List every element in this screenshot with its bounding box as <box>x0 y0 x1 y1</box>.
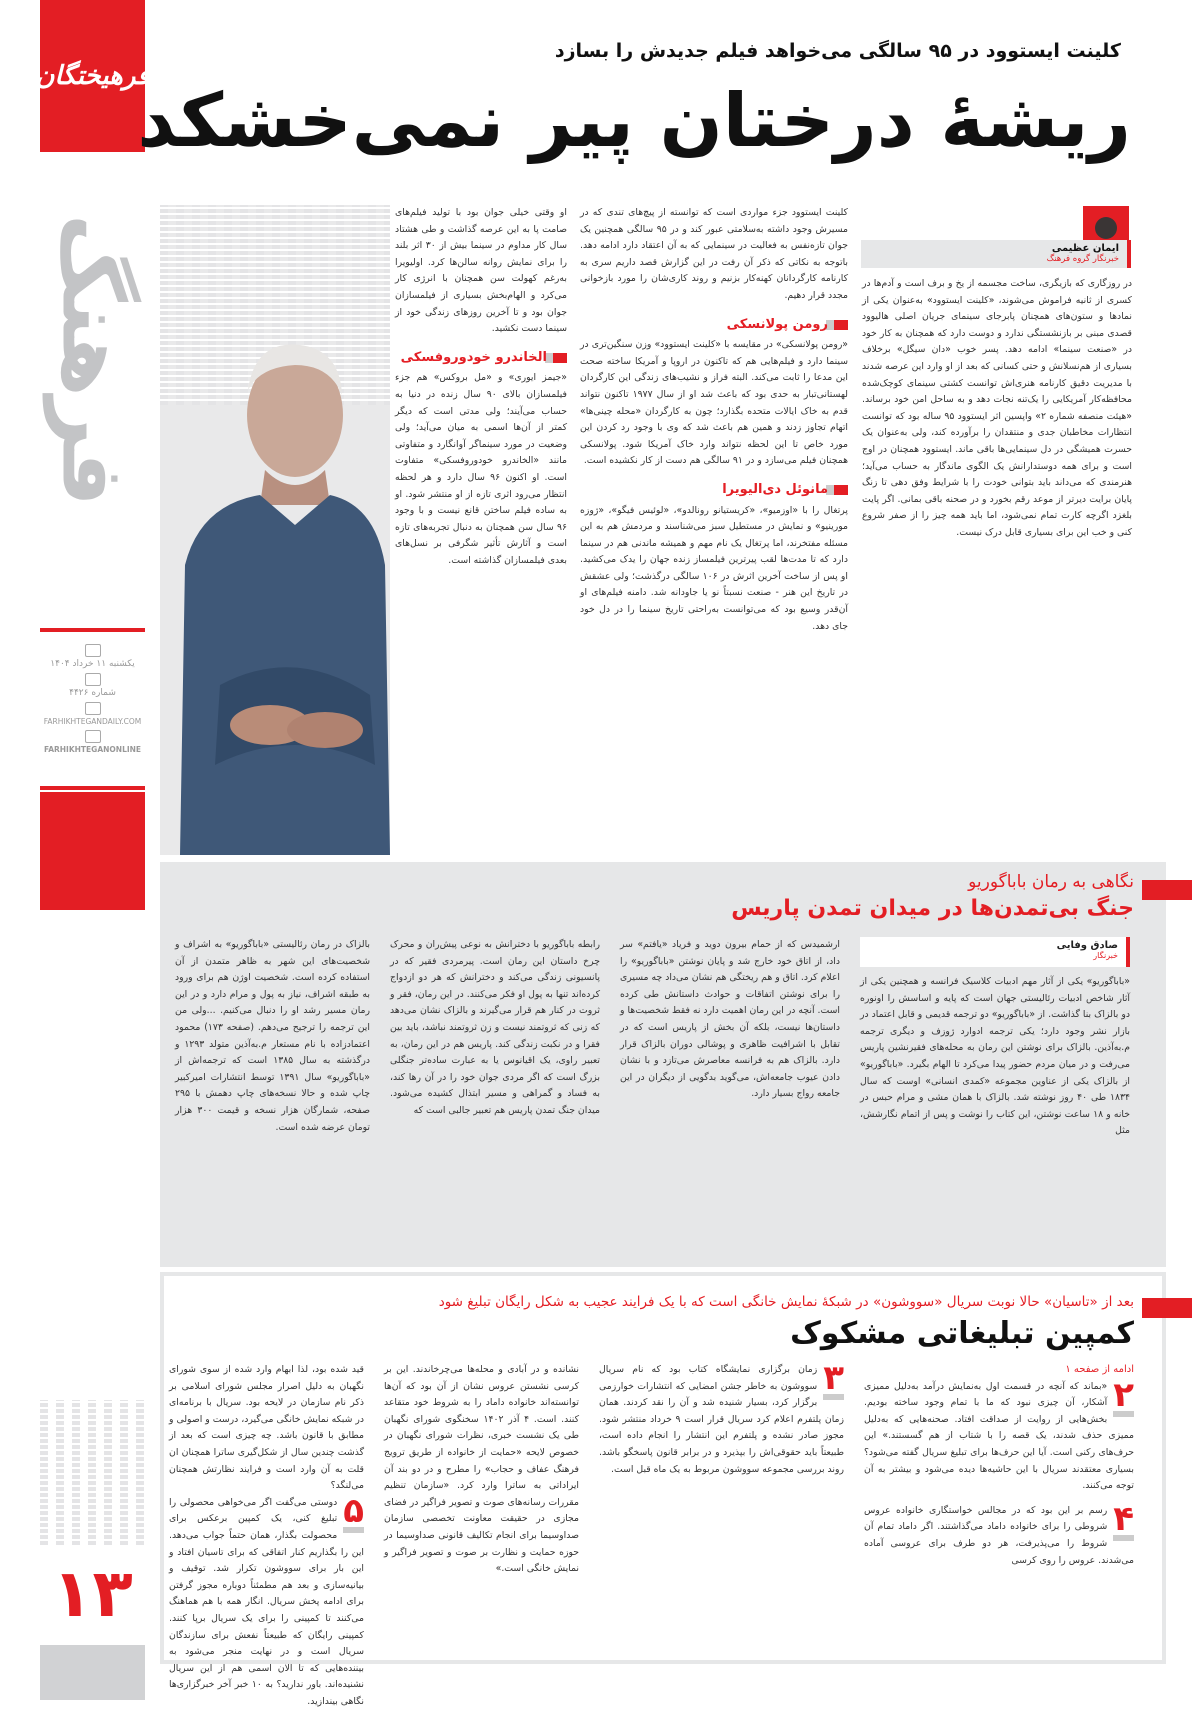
author-role: خبرنگار <box>1093 951 1118 960</box>
subheading-text: الخاندرو خودوروفسکی <box>400 349 547 365</box>
sovashun-column-2 <box>599 1358 844 1657</box>
lead-headline: ریشهٔ درختان پیر نمی‌خشکد <box>137 78 1131 164</box>
lead-column-3 <box>395 205 567 855</box>
page-number: ۱۳ <box>52 1555 133 1632</box>
paragraph: او وقتی خیلی جوان بود با تولید فیلم‌های صامت پا به این عرصه گذاشت و طی هشتاد سال کار مداوم در سینما بیش از ۳۰ اثر بلند را برای نمایش روانه سالن‌ها کرد. اولیویرا به‌رغم کهولت سن همچنان با انرژی کار می‌کرد و الهام‌بخش بسیاری از فیلمسازان جوان بود و تا آخرین روزهای زندگی خود از سینما دست نکشید. <box>395 207 568 335</box>
point-number: ۴ <box>1113 1498 1134 1539</box>
paragraph: زمان برگزاری نمایشگاه کتاب بود که نام سریال سووشون به خاطر جشن امضایی که انتشارات خوارزمی برگزار کرد، بسیار شنیده شد و آن را نقد کردند. همان زمان پلتفرم اعلام کرد سریال قرار است ۹ خرداد منتشر شود. مجوز صادر نشده و پلتفرم این انتشار را انجام داده است، طبیعتاً باید حقوقی‌اش را بپذیرد و در برابر قانون پاسخگو باشد. روند بررسی مجموعه سووشون مربوط به یک ماه قبل است. <box>599 1364 844 1475</box>
calendar-icon <box>85 644 101 657</box>
balzac-column-2: ارشمیدس که از حمام بیرون دوید و فریاد «یافتم» سر داد، از اتاق خود خارج شد و پایان نوشتن «باباگوریو» را اعلام کرد. اتاق و هم ریختگی هم نشان می‌داد چه مسیری را برای نوشتن اتفاقات و حوادث داستانش طی کرده است. آنچه در این رمان اهمیت دارد نه فقط شخصیت‌ها و داستان‌ها نیست، بلکه آن بخش از پاریس است که در تقابل با اشرافیت ظاهری و پوشالی دوران بالزاک قرار دارد. بالزاک هم به فرانسه معاصرش می‌تازد و با نشان دادن عیوب جامعه‌اش، می‌گوید بدگویی از دیگران در این جامعه رواج بسیار دارد. <box>620 939 840 1100</box>
balzac-byline <box>860 937 1130 967</box>
clint-eastwood-photo <box>160 205 390 855</box>
paragraph: «جیمز ایوری» و «مل بروکس» هم جزء فیلمسازان بالای ۹۰ سال زنده در دنیا به حساب می‌آیند؛ ولی مدتی است که دیگر کمتر از آن‌ها اسمی به میان می‌آید؛ ولی وضعیت در مورد سینماگر آوانگارد و متفاوتی مانند «الخاندرو خودوروفسکی» متفاوت است. او اکنون ۹۶ سال دارد و هر لحظه انتظار می‌رود اثری تازه از او منتشر شود. او به ساده فیلم ساختن قانع نیست و با وجود ۹۶ سال سن همچنان به دنبال تجربه‌های تازه است و آثارش تأثیر شگرفی بر نسل‌های بعدی فیلمسازان گذاشته است. <box>395 372 567 566</box>
subheading-text: مانوئل دی‌الیویرا <box>722 481 828 497</box>
lead-column-2 <box>580 205 848 855</box>
social-handle: FARHIKHTEGANONLINE <box>43 745 142 754</box>
subheading <box>395 350 567 367</box>
issue-number-icon <box>85 673 101 686</box>
section-tag-marker <box>1142 1298 1192 1318</box>
website-icon <box>85 702 101 715</box>
newspaper-logo <box>35 0 150 152</box>
divider <box>40 786 145 790</box>
subheading <box>580 317 848 334</box>
paragraph: پرتغال را با «اوزمیو»، «کریستیانو رونالدو»، «لوئیس فیگو»، «ژوزه مورینیو» و نمایش در مستطیل سبز می‌شناسند و مردمش هم به این مسئله مفتخرند، اما پرتغال یک نام مهم و همیشه ماندنی هم در سینما دارد که تا مدت‌ها لقب پیرترین فیلمساز زنده جهان را یدک می‌کشید. او پس از ساخت آخرین اثرش در ۱۰۶ سالگی درگذشت؛ ولی عشقش در تاریخ این هنر - صنعت نسبتاً نو یا جاودانه شد. دامنه فیلم‌های او آن‌قدر وسیع بود که می‌توانست به‌راحتی تاریخ سینما را در دل خود جای دهد. <box>580 504 848 632</box>
paragraph: رسم بر این بود که در مجالس خواستگاری خانواده عروس شروطی را برای خانواده داماد می‌گذاشتند. اگر داماد تمام آن شروط را می‌پذیرفت، هر دو طرف برای عروسی آماده می‌شدند. عروس را روی کرسی <box>864 1504 1134 1566</box>
point-number: ۲ <box>1113 1374 1134 1415</box>
issue-number: شماره ۴۴۲۶ <box>69 688 116 698</box>
paragraph: «بماند که آنچه در قسمت اول به‌نمایش درآمد به‌دلیل ممیزی آشکار، آن چیزی نبود که ما با تمام وجود ساخته بودیم. بخش‌هایی از روایت از صداقت افتاد. صحنه‌هایی که به‌دلیل ممیزی حذف شدند، یک قصه را با شتاب از هم گسستند.» این حرف‌های رکنی است. آیا این حرف‌ها برای تبلیغ سریال گفته می‌شود؟ بسیاری معتقدند سریال با این حاشیه‌ها دیده می‌شود و بیشتر به آن توجه می‌کنند. <box>864 1380 1134 1492</box>
lead-byline <box>861 240 1131 268</box>
social-icon <box>85 730 101 743</box>
lead-column-1: در روزگاری که بازیگری، ساخت مجسمه از یخ و برف است و آدم‌ها در کسری از ثانیه فراموش می‌شوند، «کلینت ایستوود» به‌عنوان یکی از نمادها و ستون‌های همچنان پابرجای سینمای جریان اصلی هالیوود قصدی مبنی بر بازنشستگی ندارد و دوست دارد که همچنان به کار خود در «صنعت سینما» ادامه دهد. پسر خوب «دان سیگل» برخلاف بسیاری از هم‌نسلانش و حتی کسانی که بعد از او وارد این عرصه شدند با مدیریت دقیق کارنامه هنری‌اش توانست کشتی سینمای کوچک‌شده محافظه‌کار آمریکایی را یک‌تنه نجات دهد و به ساحل امن خود برساند. «هیئت منصفه شماره ۲» واپسین اثر ایستوود ۹۵ ساله بود که توانست انتظارات مخاطبان جدی و منتقدان را برآورده کند، ولی به‌عنوان یک حسرت همیشگی در دل سینمایی‌ها باقی ماند. ایستوود همچنان در اوج است و برای همه دوستدارانش یک الگوی ماندگار به حساب می‌آید؛ هنرمندی که می‌داند باید بتوانی خودت را با شرایط وفق دهی تا زنگ پایان برایت دیرتر از موعد رقم بخورد و در صحنه باقی بمانی. اگر پایت بلغزد اگرچه کارت تمام نمی‌شود، اما باید همه چیز را از صفر شروع کنی و خب این برای بسیاری قابل درک نیست. <box>862 278 1132 538</box>
author-role: خبرنگار گروه فرهنگ <box>1046 254 1119 264</box>
issue-meta <box>40 640 145 754</box>
subhead-marker-icon <box>834 485 848 495</box>
author-name: صادق وفایی <box>1056 940 1118 951</box>
paragraph: کلینت ایستوود جزء مواردی است که توانسته از پیچ‌های تندی که در مسیرش وجود داشته به‌سلامتی عبور کند و در ۹۵ سالگی همچنین یک جوان تازه‌نفس به فعالیت در سینمایی که به آن اعتقاد دارد ادامه دهد. باتوجه به نکاتی که ذکر آن رفت در این گزارش قصد داریم سری به کارنامه کارگردانان کهنه‌کار بزنیم و روند کاری‌شان را مورد بازخوانی مجدد قرار دهیم. <box>580 207 848 301</box>
subheading-text: رومن پولانسکی <box>726 316 828 332</box>
lead-kicker: کلینت ایستوود در ۹۵ سالگی می‌خواهد فیلم جدیدش را بسازد <box>554 40 1121 62</box>
subhead-marker-icon <box>553 353 567 363</box>
website-link[interactable]: FARHIKHTEGANDAILY.COM <box>43 717 142 726</box>
point-number: ۳ <box>823 1358 844 1398</box>
stripe-pattern <box>40 1400 145 1545</box>
sovashun-column-3: نشانده و در آبادی و محله‌ها می‌چرخاندند. این بر کرسی نشستن عروس نشان از آن بود که آن‌ها توانسته‌اند خانواده داماد را به شروط خود متقاعد کنند. است. ۴ آذر ۱۴۰۲ سخنگوی شورای نگهبان طی یک نشست خبری، نظرات شورای نگهبان در خصوص لایحه «حمایت از خانواده از طریق ترویج فرهنگ عفاف و حجاب» را مطرح و در دو بند آن ایراداتی به ساترا وارد کرد. «سازمان تنظیم مقررات رسانه‌های صوت و تصویر فراگیر در فضای مجازی در حقیقت معاونت تخصصی سازمان صداوسیما برای انجام تکالیف قانونی صداوسیما در حوزه حمایت و نظارت بر صوت و تصویر فراگیر و نمایش خانگی است.» <box>384 1364 579 1575</box>
point-number: ۵ <box>343 1490 364 1531</box>
issue-date: یکشنبه ۱۱ خرداد ۱۴۰۴ <box>50 659 135 669</box>
balzac-column-4: بالزاک در رمان رئالیستی «باباگوریو» به اشراف و شخصیت‌های این شهر به ظاهر متمدن از آن استفاده کرده است. شخصیت اوژن هم برای ورود به طبقه اشراف، نیاز به پول و مرام دارد و در این رمان مسیر رشد او را دنبال می‌کنیم. ...ولی من این ترجمه را ترجیح می‌دهم. (صفحه ۱۷۳) محمود اعتمادزاده با نام مستعار م.به‌آذین متولد ۱۲۹۳ و درگذشته به سال ۱۳۸۵ است که ترجمه‌اش از «باباگوریو» سال ۱۳۹۱ توسط انتشارات امیرکبیر چاپ شده و حالا نسخه‌های چاپ دهمش با ۲۹۵ صفحه، شمارگان هزار نسخه و قیمت ۳۰۰ هزار تومان عرضه شده است. <box>175 939 370 1133</box>
divider <box>40 628 145 632</box>
sovashun-column-1 <box>864 1362 1134 1657</box>
paragraph: قید شده بود، لذا ابهام وارد شده از سوی شورای نگهبان به دلیل اصرار مجلس شورای اسلامی بر ذکر نام سازمان در لایحه بود. سریال با برنامه‌ای در شبکه نمایش خانگی می‌گیرد، درست و اصولی و مطابق با قانون باشد. چه چیزی است که بعد از گذشت چندین سال از شکل‌گیری ساترا همچنان ان قلت به آن وارد است و فرایند نظارتش همچنان می‌لنگد؟ <box>169 1364 364 1492</box>
balzac-column-1: «باباگوریو» یکی از آثار مهم ادبیات کلاسیک فرانسه و همچنین یکی از آثار شاخص ادبیات رئالیستی جهان است که پایه و اساسش را اونوره دو بالزاک بنا گذاشت. از «باباگوریو» دو ترجمه قدیمی و قابل اعتماد در بازار نشر وجود دارد؛ یکی ترجمه ادوارد ژوزف و دیگری ترجمه م.به‌آذین. بالزاک برای نوشتن این رمان به محله‌های فقیرنشین پاریس می‌رفت و در میان مردم حضور پیدا می‌کرد تا الهام بگیرد. «باباگوریو» از بالزاک یکی از عناوین مجموعه «کمدی انسانی» اوست که سال ۱۸۳۴ طی ۴۰ روز نوشته شد. بالزاک با همان مشی و مرام حبس در خانه و ۱۸ ساعت نوشتن، این کتاب را نوشت و پس از اتمام نگارشش، مثل <box>860 976 1130 1137</box>
section-tag-marker <box>1142 880 1192 900</box>
balzac-section <box>160 862 1166 1267</box>
subhead-marker-icon <box>834 320 848 330</box>
balzac-headline: جنگ بی‌تمدن‌ها در میدان تمدن پاریس <box>731 896 1134 921</box>
red-block <box>40 792 145 910</box>
section-tag: نگاهی به رمان باباگوریو <box>968 872 1134 892</box>
gray-block <box>40 1645 145 1700</box>
subheading <box>580 482 848 499</box>
sovashun-section <box>160 1272 1166 1707</box>
logo-text: فرهیختگان <box>35 61 150 91</box>
paragraph: دوستی می‌گفت اگر می‌خواهی محصولی را تبلیغ کنی، یک کمپین برعکس برای محصولت بگذار، همان حتماً جواب می‌دهد. این را بگذاریم کنار اتفاقی که برای تاسیان افتاد و این بار برای سووشون تکرار شد. توقیف و بیانیه‌سازی و بعد هم مطمئناً دوباره مجوز گرفتن برای ادامه پخش سریال. انگار همه با هم هماهنگ می‌کنند تا کمپینی را برای یک سریال برپا کنند. کمپینی رایگان که طبیعتاً نفعش برای سازندگان سریال است و در نهایت منجر می‌شود به بیننده‌هایی که تا الان اسمی هم از این سریال نشنیده‌اند. باور ندارید؟ به ۱۰ خبر آخر خبرگزاری‌ها نگاهی بیندازید. <box>169 1496 364 1707</box>
sovashun-kicker: بعد از «تاسیان» حالا نوبت سریال «سووشون» در شبکهٔ نمایش خانگی است که با یک فرایند عجیب به شکل رایگان تبلیغ شود <box>438 1294 1134 1310</box>
continued-note: ادامه از صفحه ۱ <box>1065 1364 1134 1375</box>
paragraph: «رومن پولانسکی» در مقایسه با «کلینت ایستوود» وزن سنگین‌تری در سینما دارد و فیلم‌هایی هم که تاکنون در اروپا و آمریکا ساخته صحت این مدعا را ثابت می‌کند. البته فراز و نشیب‌های زندگی این کارگردان لهستانی‌تبار به حدی بود که باعث شد او از سال ۱۹۷۷ تاکنون نتواند قدم به خاک ایالات متحده بگذارد؛ چون به کارگردان «محله چینی‌ها» اتهام تجاوز زدند و همین هم باعث شد که وی با وجود رد کردن این مورد خاص تا این لحظه نتواند وارد خاک آمریکا شود. پولانسکی همچنان فیلم می‌سازد و در ۹۱ سالگی هم دست از کار نکشیده است. <box>580 339 848 467</box>
section-watermark <box>42 190 143 530</box>
sovashun-headline: کمپین تبلیغاتی مشکوک <box>790 1316 1134 1351</box>
sovashun-column-4 <box>169 1362 364 1707</box>
balzac-column-3: رابطه باباگوریو با دخترانش به نوعی پیش‌ران و محرک چرخ داستان این رمان است. پیرمردی فقیر که در پانسیونی زندگی می‌کند و دخترانش که هر دو ازدواج کرده‌اند تنها به پول او فکر می‌کنند. در این رمان، فقر و ثروت در کنار هم قرار می‌گیرند و بالزاک نشان می‌دهد که زنی که ثروتمند نیست و زن ثروتمند نباشد، باید بین فقرا و در نکبت زندگی کند. پاریس هم در این رمان، به تعبیر راوی، یک اقیانوس یا به عبارت ساده‌تر جنگلی بزرگ است که اگر مردی جوان خود را در آن رها کند، به فساد و گمراهی و مسیر ابتذال کشیده می‌شود. میدان جنگ تمدن پاریس هم تعبیر جالبی است که <box>390 939 600 1116</box>
author-name: ایمان عظیمی <box>1051 243 1119 254</box>
section-name: فرهنگ <box>42 213 143 507</box>
